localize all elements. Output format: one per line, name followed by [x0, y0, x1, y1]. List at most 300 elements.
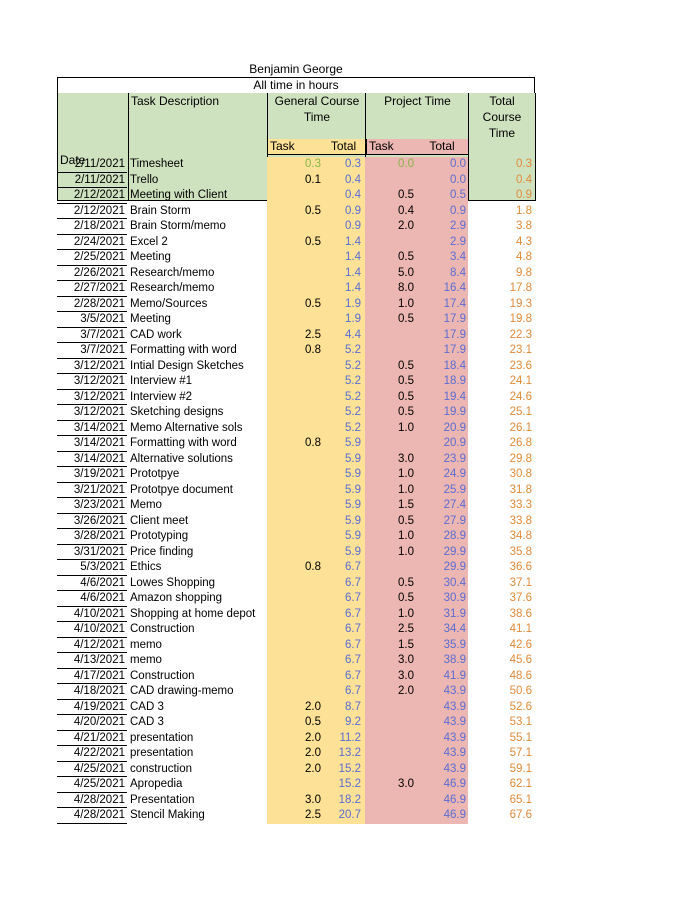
project-total-cell: 43.9: [416, 762, 468, 778]
task-description-cell: Interview #1: [130, 375, 193, 387]
project-task-cell: 1.0: [365, 607, 416, 623]
project-total-cell: 17.9: [416, 312, 468, 328]
general-task-cell: 2.5: [267, 808, 323, 824]
date-cell: 3/21/2021: [57, 483, 127, 499]
course-total-cell: 59.1: [509, 762, 532, 775]
course-total-cell: 0.9: [516, 189, 532, 201]
general-total-cell: 0.4: [323, 173, 365, 189]
date-cell: 4/21/2021: [57, 731, 127, 747]
general-total-cell: 5.9: [323, 498, 365, 514]
course-total-cell: 34.8: [509, 530, 532, 542]
date-cell: 4/12/2021: [57, 638, 127, 654]
course-total-cell: 37.6: [509, 592, 532, 604]
project-task-cell: 1.0: [365, 467, 416, 483]
date-cell: 4/13/2021: [57, 653, 127, 669]
task-description-cell: Memo Alternative sols: [130, 421, 243, 434]
task-description-cell: Formatting with word: [130, 437, 237, 449]
project-task-cell: 1.5: [365, 638, 416, 654]
header-total-line1: Total: [489, 94, 515, 108]
date-cell: 2/12/2021: [57, 188, 127, 204]
task-description-cell: Formatting with word: [130, 344, 237, 356]
course-total-cell: 24.6: [509, 390, 532, 403]
general-task-cell: 0.8: [267, 560, 323, 576]
date-cell: 4/10/2021: [57, 622, 127, 638]
general-total-cell: 5.2: [323, 405, 365, 421]
header-general-line1: General Course: [274, 94, 360, 108]
table-row: [57, 281, 535, 297]
date-cell: 2/27/2021: [57, 281, 127, 297]
project-task-cell: [365, 715, 416, 731]
table-row: [57, 622, 535, 638]
course-total-cell: 42.6: [509, 638, 532, 651]
task-description-cell: Research/memo: [130, 282, 215, 294]
general-total-cell: 8.7: [323, 700, 365, 716]
general-total-cell: 1.4: [323, 250, 365, 266]
table-row: [57, 746, 535, 762]
general-task-cell: [267, 498, 323, 514]
table-row: [57, 514, 535, 530]
date-cell: 4/19/2021: [57, 700, 127, 716]
task-description-cell: Ethics: [130, 561, 162, 573]
date-cell: 3/14/2021: [57, 421, 127, 437]
task-description-cell: Excel 2: [130, 235, 168, 248]
table-row: [57, 328, 535, 344]
project-task-cell: 0.5: [365, 188, 416, 204]
project-total-cell: 2.9: [416, 219, 468, 235]
general-total-cell: 0.9: [323, 219, 365, 235]
project-task-cell: [365, 793, 416, 809]
general-task-cell: [267, 188, 323, 204]
table-row: [57, 576, 535, 592]
general-total-cell: 1.4: [323, 235, 365, 251]
project-task-cell: 0.5: [365, 250, 416, 266]
date-cell: 3/28/2021: [57, 529, 127, 545]
project-task-cell: 3.0: [365, 452, 416, 468]
task-description-cell: Client meet: [130, 514, 189, 527]
course-total-cell: 41.1: [509, 623, 532, 635]
date-cell: 4/25/2021: [57, 777, 127, 793]
course-total-cell: 22.3: [509, 328, 532, 341]
general-task-cell: [267, 281, 323, 297]
project-total-cell: 8.4: [416, 266, 468, 282]
course-total-cell: 30.8: [509, 468, 532, 480]
task-description-cell: Construction: [130, 623, 195, 635]
sheet-title: Benjamin George: [249, 62, 343, 76]
project-task-cell: 2.0: [365, 684, 416, 700]
general-total-cell: 15.2: [323, 777, 365, 793]
table-row: [57, 545, 535, 561]
task-description-cell: CAD drawing-memo: [130, 685, 234, 697]
project-total-cell: 27.9: [416, 514, 468, 530]
course-total-cell: 0.4: [516, 173, 532, 186]
date-cell: 3/19/2021: [57, 467, 127, 483]
course-total-cell: 62.1: [509, 778, 532, 790]
general-task-cell: [267, 374, 323, 390]
date-cell: 2/11/2021: [57, 173, 127, 189]
general-task-cell: [267, 638, 323, 654]
general-total-cell: 1.9: [323, 312, 365, 328]
project-total-cell: 43.9: [416, 731, 468, 747]
project-task-cell: 0.5: [365, 390, 416, 406]
task-description-cell: Alternative solutions: [130, 452, 233, 465]
sheet-subtitle: All time in hours: [57, 77, 535, 94]
project-total-cell: 38.9: [416, 653, 468, 669]
general-total-cell: 6.7: [323, 684, 365, 700]
course-total-cell: 38.6: [509, 607, 532, 620]
project-total-cell: 30.9: [416, 591, 468, 607]
general-task-cell: 2.0: [267, 746, 323, 762]
general-task-cell: [267, 390, 323, 406]
table-row: [57, 793, 535, 809]
task-description-cell: Research/memo: [130, 266, 215, 279]
date-cell: 3/5/2021: [57, 312, 127, 328]
project-task-cell: [365, 731, 416, 747]
project-total-cell: 43.9: [416, 700, 468, 716]
general-total-cell: 5.9: [323, 436, 365, 452]
date-cell: 4/25/2021: [57, 762, 127, 778]
task-description-cell: Lowes Shopping: [130, 576, 216, 589]
course-total-cell: 4.3: [516, 235, 532, 248]
date-cell: 3/26/2021: [57, 514, 127, 530]
project-task-cell: 1.0: [365, 297, 416, 313]
task-description-cell: Stencil Making: [130, 809, 205, 821]
general-task-cell: 2.0: [267, 700, 323, 716]
general-total-cell: 5.2: [323, 343, 365, 359]
general-task-cell: 2.5: [267, 328, 323, 344]
date-cell: 2/24/2021: [57, 235, 127, 251]
general-total-cell: 5.9: [323, 545, 365, 561]
general-task-cell: [267, 669, 323, 685]
project-task-cell: 0.4: [365, 204, 416, 220]
task-description-cell: CAD 3: [130, 700, 164, 713]
general-task-cell: [267, 359, 323, 375]
project-total-cell: 23.9: [416, 452, 468, 468]
task-description-cell: Meeting: [130, 251, 171, 263]
date-cell: 4/6/2021: [57, 591, 127, 607]
project-task-cell: 3.0: [365, 777, 416, 793]
course-total-cell: 23.6: [509, 359, 532, 372]
table-row: [57, 235, 535, 251]
table-row: [57, 591, 535, 607]
task-description-cell: Sketching designs: [130, 406, 224, 418]
general-task-cell: [267, 653, 323, 669]
table-row: [57, 157, 535, 173]
project-task-cell: 0.5: [365, 576, 416, 592]
table-row: [57, 808, 535, 824]
course-total-cell: 25.1: [509, 406, 532, 418]
date-cell: 4/6/2021: [57, 576, 127, 592]
task-description-cell: Price finding: [130, 545, 194, 558]
course-total-cell: 67.6: [509, 809, 532, 821]
course-total-cell: 19.3: [509, 297, 532, 310]
course-total-cell: 1.8: [516, 204, 532, 217]
general-total-cell: 18.2: [323, 793, 365, 809]
project-total-cell: 41.9: [416, 669, 468, 685]
subheader-general-total: Total: [322, 139, 365, 155]
table-row: [57, 684, 535, 700]
project-total-cell: 31.9: [416, 607, 468, 623]
project-total-cell: 19.9: [416, 405, 468, 421]
project-task-cell: 2.5: [365, 622, 416, 638]
header-total-line3: Time: [488, 126, 516, 140]
project-task-cell: [365, 436, 416, 452]
general-total-cell: 6.7: [323, 622, 365, 638]
project-total-cell: 46.9: [416, 793, 468, 809]
general-total-cell: 0.3: [323, 157, 365, 173]
date-cell: 4/28/2021: [57, 808, 127, 824]
course-total-cell: 3.8: [516, 220, 532, 232]
table-row: [57, 390, 535, 406]
date-cell: 3/12/2021: [57, 359, 127, 375]
project-total-cell: 0.9: [416, 204, 468, 220]
project-total-cell: 18.9: [416, 374, 468, 390]
course-total-cell: 37.1: [509, 576, 532, 589]
task-description-cell: Prototyping: [130, 530, 189, 542]
project-task-cell: 1.0: [365, 421, 416, 437]
table-row: [57, 421, 535, 437]
project-task-cell: 0.5: [365, 514, 416, 530]
general-task-cell: 0.5: [267, 204, 323, 220]
project-total-cell: 46.9: [416, 777, 468, 793]
task-description-cell: Intial Design Sketches: [130, 359, 244, 372]
date-cell: 3/23/2021: [57, 498, 127, 514]
date-cell: 2/28/2021: [57, 297, 127, 313]
general-total-cell: 4.4: [323, 328, 365, 344]
general-total-cell: 6.7: [323, 591, 365, 607]
course-total-cell: 45.6: [509, 654, 532, 666]
general-total-cell: 13.2: [323, 746, 365, 762]
project-total-cell: 20.9: [416, 436, 468, 452]
table-row: [57, 777, 535, 793]
course-total-cell: 35.8: [509, 545, 532, 558]
course-total-cell: 55.1: [509, 731, 532, 744]
course-total-cell: 24.1: [509, 375, 532, 387]
project-total-cell: 24.9: [416, 467, 468, 483]
project-total-cell: 20.9: [416, 421, 468, 437]
table-row: [57, 669, 535, 685]
date-cell: 3/7/2021: [57, 328, 127, 344]
task-description-cell: Brain Storm: [130, 204, 191, 217]
project-task-cell: [365, 235, 416, 251]
date-cell: 4/17/2021: [57, 669, 127, 685]
project-task-cell: [365, 808, 416, 824]
general-total-cell: 6.7: [323, 653, 365, 669]
general-total-cell: 5.9: [323, 452, 365, 468]
task-description-cell: Memo: [130, 499, 162, 511]
task-description-cell: Meeting with Client: [130, 189, 228, 201]
project-total-cell: 43.9: [416, 746, 468, 762]
course-total-cell: 4.8: [516, 251, 532, 263]
general-total-cell: 6.7: [323, 576, 365, 592]
course-total-cell: 50.6: [509, 685, 532, 697]
general-total-cell: 20.7: [323, 808, 365, 824]
general-task-cell: 3.0: [267, 793, 323, 809]
project-total-cell: 18.4: [416, 359, 468, 375]
project-total-cell: 35.9: [416, 638, 468, 654]
table-row: [57, 653, 535, 669]
task-description-cell: memo: [130, 638, 162, 651]
task-description-cell: Apropedia: [130, 778, 183, 790]
table-row: [57, 374, 535, 390]
task-description-cell: Interview #2: [130, 390, 193, 403]
general-total-cell: 11.2: [323, 731, 365, 747]
project-total-cell: 43.9: [416, 684, 468, 700]
table-row: [57, 498, 535, 514]
project-total-cell: 29.9: [416, 545, 468, 561]
header-total-line2: Course: [482, 110, 522, 124]
general-total-cell: 5.2: [323, 421, 365, 437]
general-total-cell: 0.9: [323, 204, 365, 220]
date-cell: 2/25/2021: [57, 250, 127, 266]
course-total-cell: 53.1: [509, 716, 532, 728]
project-task-cell: [365, 343, 416, 359]
date-cell: 3/14/2021: [57, 452, 127, 468]
project-task-cell: 2.0: [365, 219, 416, 235]
task-description-cell: CAD work: [130, 328, 182, 341]
general-task-cell: [267, 266, 323, 282]
table-row: [57, 219, 535, 235]
general-total-cell: 5.2: [323, 390, 365, 406]
task-description-cell: CAD 3: [130, 716, 164, 728]
header-general-line2: Time: [303, 110, 331, 124]
project-total-cell: 0.0: [416, 173, 468, 189]
project-task-cell: [365, 762, 416, 778]
general-task-cell: 0.1: [267, 173, 323, 189]
task-description-cell: Amazon shopping: [130, 592, 223, 604]
course-total-cell: 65.1: [509, 793, 532, 806]
date-cell: 3/31/2021: [57, 545, 127, 561]
project-total-cell: 0.0: [416, 157, 468, 173]
table-row: [57, 529, 535, 545]
date-cell: 4/28/2021: [57, 793, 127, 809]
project-task-cell: 0.5: [365, 374, 416, 390]
general-task-cell: [267, 250, 323, 266]
table-row: [57, 343, 535, 359]
course-total-cell: 31.8: [509, 483, 532, 496]
table-body: [57, 157, 535, 824]
general-total-cell: 5.2: [323, 359, 365, 375]
project-total-cell: 27.4: [416, 498, 468, 514]
project-total-cell: 0.5: [416, 188, 468, 204]
table-row: [57, 762, 535, 778]
general-task-cell: [267, 421, 323, 437]
course-total-cell: 52.6: [509, 700, 532, 713]
table-row: [57, 700, 535, 716]
table-row: [57, 483, 535, 499]
general-task-cell: [267, 622, 323, 638]
general-total-cell: 1.4: [323, 281, 365, 297]
date-cell: 2/12/2021: [57, 204, 127, 220]
date-cell: 4/20/2021: [57, 715, 127, 731]
general-task-cell: [267, 467, 323, 483]
general-task-cell: 0.3: [267, 157, 323, 173]
general-task-cell: [267, 452, 323, 468]
general-total-cell: 6.7: [323, 669, 365, 685]
table-row: [57, 250, 535, 266]
date-cell: 4/18/2021: [57, 684, 127, 700]
date-cell: 2/18/2021: [57, 219, 127, 235]
task-description-cell: Prototpye: [130, 468, 180, 480]
task-description-cell: Meeting: [130, 313, 171, 325]
table-row: [57, 638, 535, 654]
project-total-cell: 17.4: [416, 297, 468, 313]
task-description-cell: Brain Storm/memo: [130, 220, 226, 232]
course-total-cell: 19.8: [509, 313, 532, 325]
project-total-cell: 29.9: [416, 560, 468, 576]
project-total-cell: 46.9: [416, 808, 468, 824]
task-description-cell: memo: [130, 654, 162, 666]
project-total-cell: 19.4: [416, 390, 468, 406]
course-total-cell: 17.8: [509, 282, 532, 294]
date-cell: 3/12/2021: [57, 390, 127, 406]
table-row: [57, 715, 535, 731]
general-task-cell: 0.5: [267, 297, 323, 313]
project-task-cell: 0.5: [365, 359, 416, 375]
project-total-cell: 30.4: [416, 576, 468, 592]
general-task-cell: 0.5: [267, 235, 323, 251]
project-total-cell: 3.4: [416, 250, 468, 266]
project-total-cell: 17.9: [416, 328, 468, 344]
course-total-cell: 26.8: [509, 437, 532, 449]
general-total-cell: 5.9: [323, 483, 365, 499]
course-total-cell: 33.3: [509, 499, 532, 511]
general-task-cell: [267, 483, 323, 499]
course-total-cell: 23.1: [509, 344, 532, 356]
task-description-cell: presentation: [130, 731, 194, 744]
project-task-cell: 0.0: [365, 157, 416, 173]
general-total-cell: 1.9: [323, 297, 365, 313]
project-task-cell: 1.0: [365, 529, 416, 545]
project-task-cell: 0.5: [365, 312, 416, 328]
subheader-general-task: Task: [268, 139, 322, 155]
subheader-project-task: Task: [366, 139, 417, 155]
date-cell: 4/22/2021: [57, 746, 127, 762]
course-total-cell: 48.6: [509, 669, 532, 682]
general-task-cell: [267, 514, 323, 530]
general-total-cell: 1.4: [323, 266, 365, 282]
header-task-description: Task Description: [131, 94, 220, 108]
general-task-cell: 0.8: [267, 343, 323, 359]
task-description-cell: Construction: [130, 669, 195, 682]
project-total-cell: 2.9: [416, 235, 468, 251]
course-total-cell: 57.1: [509, 747, 532, 759]
general-total-cell: 5.9: [323, 467, 365, 483]
project-task-cell: 1.5: [365, 498, 416, 514]
project-total-cell: 28.9: [416, 529, 468, 545]
project-task-cell: [365, 328, 416, 344]
general-task-cell: [267, 312, 323, 328]
task-description-cell: Presentation: [130, 793, 195, 806]
general-task-cell: [267, 576, 323, 592]
course-total-cell: 0.3: [516, 158, 532, 170]
table-row: [57, 173, 535, 189]
course-total-cell: 33.8: [509, 514, 532, 527]
task-description-cell: presentation: [130, 747, 194, 759]
header-date: Date: [60, 153, 86, 167]
table-row: [57, 204, 535, 220]
general-task-cell: 2.0: [267, 762, 323, 778]
task-description-cell: Prototpye document: [130, 483, 233, 496]
table-row: [57, 731, 535, 747]
general-task-cell: 0.5: [267, 715, 323, 731]
table-row: [57, 452, 535, 468]
general-total-cell: 6.7: [323, 638, 365, 654]
table-row: [57, 359, 535, 375]
task-description-cell: construction: [130, 762, 193, 775]
general-task-cell: [267, 545, 323, 561]
general-task-cell: [267, 607, 323, 623]
general-total-cell: 6.7: [323, 560, 365, 576]
